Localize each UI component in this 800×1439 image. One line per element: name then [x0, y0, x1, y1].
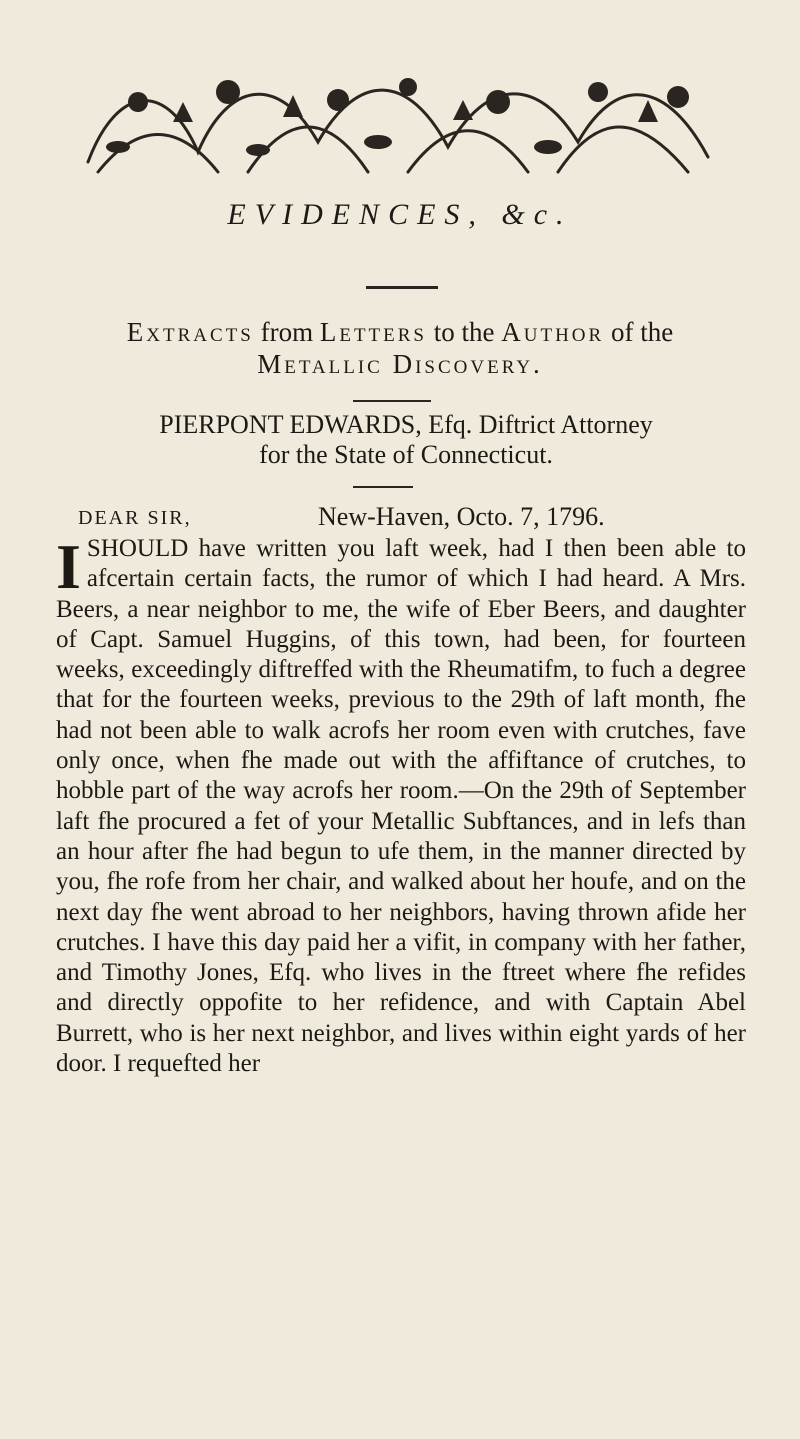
heading-text: of the [604, 317, 674, 347]
addressee-line-2: for the State of Connecticut. [259, 440, 553, 469]
floral-ornament-band [78, 62, 718, 184]
heading-line-2: Metallic Discovery. [257, 349, 543, 379]
drop-cap: I [56, 531, 81, 602]
divider-rule [353, 400, 431, 402]
heading-word-letters: Letters [319, 317, 427, 347]
heading-word-author: Author [501, 317, 605, 347]
letter-body [56, 531, 746, 1079]
addressee-line-1: PIERPONT EDWARDS, Efq. Diftrict Attorney [159, 410, 653, 439]
dateline: New-Haven, Octo. 7, 1796. [318, 502, 605, 531]
addressee-block [56, 410, 756, 470]
heading-line-1 [0, 316, 800, 348]
ornamental-rule [366, 286, 438, 289]
divider-rule [353, 486, 413, 488]
heading-word-extracts: Extracts [126, 317, 254, 347]
salutation: DEAR SIR, [78, 507, 192, 529]
letter-text: SHOULD have written you laft week, had I then been able to afcertain certain facts, the rumor of which I had heard. A Mrs. Beers, a near neighbor to me, the wife of Eber Beers, and daughter of Capt. Samuel Huggins, of this town, had been, for fourteen weeks, exceedingly diftreffed with the Rheumatifm, to fuch a degree that for the fourteen weeks, previous to the 29th of laft month, fhe had not been able to walk acrofs her room even with crutches, fave only once, when fhe made out with the affiftance of crutches, to hobble part of the way acrofs her room.—On the 29th of September laft fhe procured a fet of your Metallic Subftances, and in lefs than an hour after fhe had begun to ufe them, in the manner directed by you, fhe rofe from her chair, and walked about her houfe, and on the next day fhe went abroad to her neighbors, having thrown afide her crutches. I have this day paid her a vifit, in company with her father, and Timothy Jones, Efq. who lives in the ftreet where fhe refides and directly oppofite to her refidence, and with Captain Abel Burrett, who is her next neighbor, and lives within eight yards of her door. I requefted her [56, 535, 746, 1078]
running-head: EVIDENCES, &c. [227, 198, 573, 231]
heading-text: to the [427, 317, 502, 347]
heading-text: from [253, 317, 320, 347]
section-heading [0, 316, 800, 380]
